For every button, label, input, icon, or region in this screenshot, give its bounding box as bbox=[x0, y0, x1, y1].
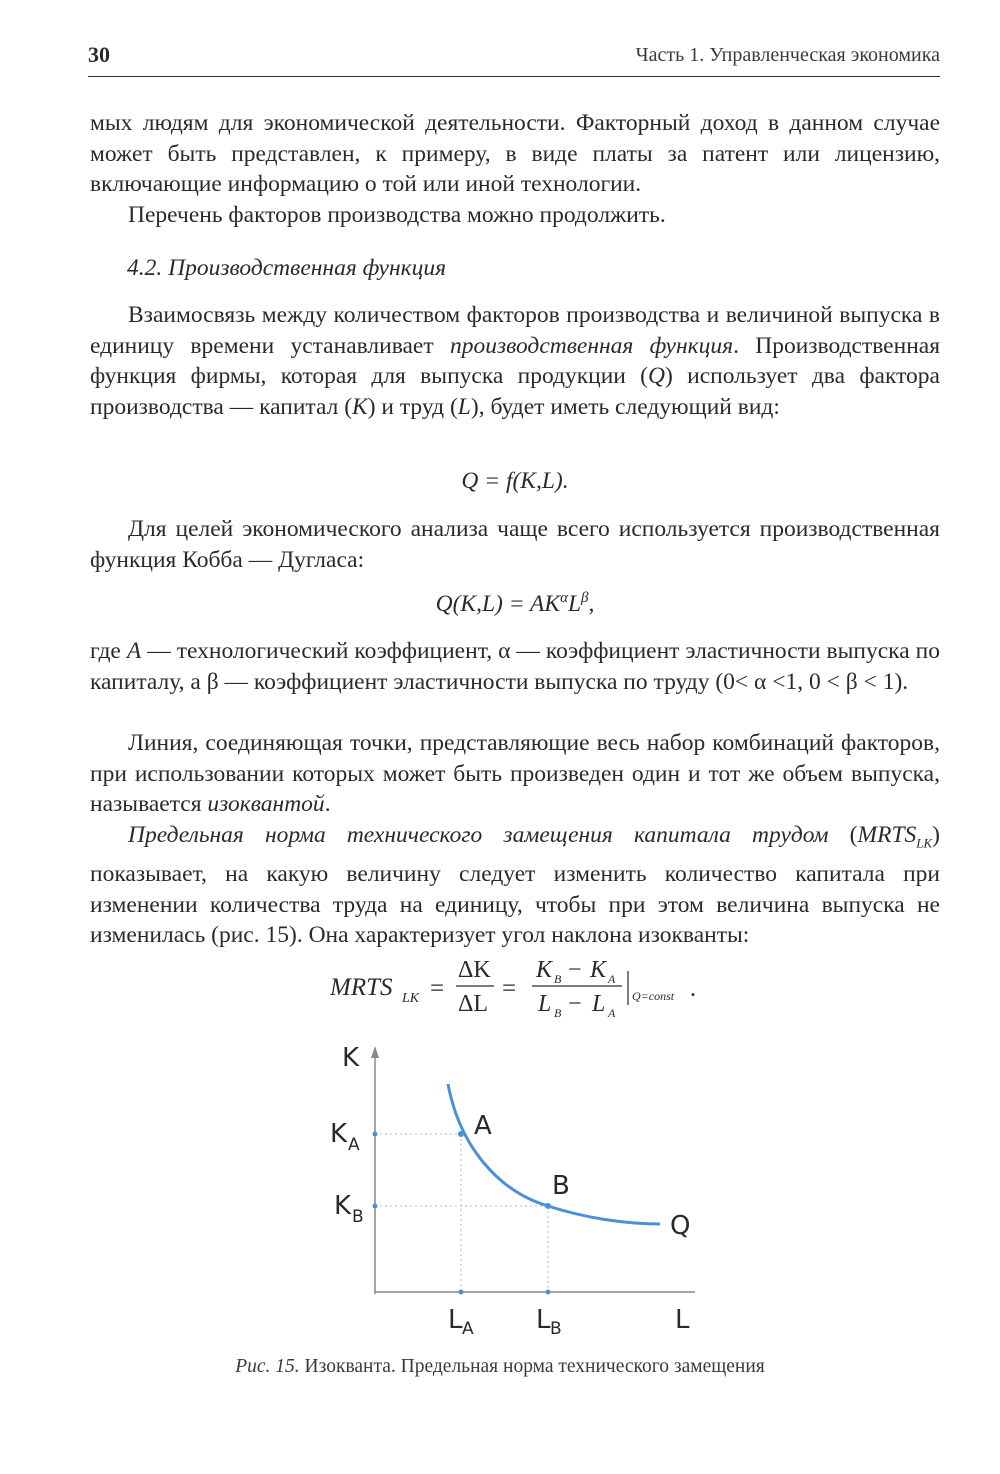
label-la: L bbox=[448, 1305, 463, 1335]
running-title: Часть 1. Управленческая экономика bbox=[635, 44, 940, 66]
mrts-num-2-k2: K bbox=[590, 957, 607, 983]
paragraph-1-text: мых людям для экономической деятельности. Факторный доход в данном случае может быть представлен, к примеру, в виде платы за патент или лицензию, включающие информацию о той или иной технологии. bbox=[90, 110, 940, 197]
page-header bbox=[88, 40, 940, 77]
label-ka: K bbox=[330, 1119, 348, 1149]
paragraph-7 bbox=[90, 820, 940, 951]
mrts-den-1: ΔL bbox=[458, 991, 489, 1017]
label-la-sub: A bbox=[462, 1319, 474, 1339]
p3-text-b: . Производственная функция фирмы, которая для выпуска продукции ( bbox=[90, 332, 941, 389]
mrts-lhs: MRTS bbox=[330, 974, 393, 1001]
mrts-condition: Q=const bbox=[632, 989, 675, 1003]
p3-text-d: ) и труд ( bbox=[367, 393, 458, 420]
p3-var-q: Q bbox=[648, 363, 665, 389]
isoquant-figure bbox=[310, 1030, 730, 1348]
mrts-den-2-minus: − bbox=[568, 991, 582, 1017]
x-axis-label: L bbox=[675, 1305, 690, 1335]
mrts-den-2-sub-a: A bbox=[608, 1006, 616, 1020]
paragraph-2 bbox=[90, 200, 940, 231]
p5-text-a: где bbox=[90, 638, 127, 664]
mrts-num-2-k: K bbox=[536, 957, 553, 983]
mrts-num-2-minus: − bbox=[568, 957, 582, 983]
cd-main: Q(K,L) = AK bbox=[435, 590, 561, 617]
mrts-eq-1: = bbox=[430, 975, 445, 1002]
tick-la bbox=[459, 1290, 464, 1295]
cd-end: , bbox=[588, 590, 595, 617]
formula-production-function: Q = f(K,L). bbox=[461, 468, 569, 494]
cd-beta: β bbox=[581, 590, 589, 606]
label-lb: L bbox=[536, 1305, 551, 1335]
mrts-lhs-sub: LK bbox=[402, 991, 420, 1006]
mrts-den-2-l: L bbox=[538, 991, 552, 1017]
paragraph-2-text: Перечень факторов производства можно продолжить. bbox=[128, 202, 666, 228]
section-title: 4.2. Производственная функция bbox=[127, 255, 447, 281]
tick-kb bbox=[373, 1204, 378, 1209]
label-point-a: A bbox=[474, 1111, 492, 1141]
figure-caption bbox=[0, 1356, 1000, 1378]
paragraph-3 bbox=[90, 300, 940, 422]
mrts-num-1: ΔK bbox=[458, 957, 491, 983]
p7-text-a: ( bbox=[828, 822, 858, 848]
y-axis-arrow bbox=[371, 1046, 379, 1058]
paragraph-4 bbox=[90, 514, 940, 575]
label-point-b: B bbox=[552, 1171, 570, 1201]
label-ka-sub: A bbox=[348, 1135, 360, 1155]
p5-var-a: A bbox=[126, 638, 142, 664]
p7-mrts: MRTS bbox=[857, 822, 917, 848]
p6-text-a: Линия, соединяющая точки, представляющие весь набор комбинаций факторов, при использовании которых может быть произведен один и тот же объем выпуска, называется bbox=[90, 730, 940, 817]
p3-text-a: Взаимосвязь между количеством факторов производства и величиной выпуска в единицу времени устанавливает bbox=[90, 302, 940, 359]
y-axis-label: K bbox=[342, 1043, 360, 1073]
p3-term: производственная функция bbox=[449, 332, 734, 359]
p7-text-b: ) показывает, на какую величину следует изменить количество капитала при изменении количества труда на единицу, чтобы при этом величина выпуска не изменилась (рис. 15). Она характеризует угол наклона изокванты: bbox=[90, 822, 940, 949]
mrts-eq-2: = bbox=[502, 975, 517, 1002]
p3-text-e: ), будет иметь следующий вид: bbox=[470, 393, 780, 420]
tick-ka bbox=[373, 1132, 378, 1137]
point-b-marker bbox=[545, 1203, 551, 1209]
p6-term: изоквантой bbox=[207, 791, 325, 817]
p3-var-l: L bbox=[457, 393, 471, 420]
p3-text-c: ) использует два фактора производства — капитал ( bbox=[90, 363, 940, 420]
p6-text-b: . bbox=[324, 791, 331, 817]
isoquant-curve bbox=[448, 1084, 660, 1224]
mrts-dot: . bbox=[690, 976, 696, 1002]
label-lb-sub: B bbox=[550, 1319, 562, 1339]
formula-cobb-douglas bbox=[90, 590, 940, 618]
paragraph-6 bbox=[90, 728, 940, 820]
mrts-formula bbox=[330, 955, 730, 1025]
mrts-den-2-l2: L bbox=[592, 991, 606, 1017]
p3-var-k: K bbox=[352, 393, 368, 420]
caption-text: Изокванта. Предельная норма технического замещения bbox=[304, 1356, 765, 1377]
cd-alpha: α bbox=[560, 590, 568, 606]
label-curve-q: Q bbox=[670, 1211, 691, 1241]
paragraph-4-text: Для целей экономического анализа чаще всего используется производственная функция Кобба — Дугласа: bbox=[90, 516, 940, 573]
cd-l: L bbox=[567, 590, 582, 617]
mrts-num-2-sub-a: A bbox=[608, 972, 616, 986]
p5-text-b: — технологический коэффициент, α — коэффициент эластичности выпуска по капиталу, а β — коэффициент эластичности выпуска по труду (0< α <1, 0 < β < 1). bbox=[90, 638, 941, 695]
p7-mrts-sub: LK bbox=[916, 835, 933, 851]
mrts-num-2-sub-b: B bbox=[554, 972, 562, 986]
page-number: 30 bbox=[88, 42, 110, 67]
mrts-den-2-sub-b: B bbox=[554, 1006, 562, 1020]
point-a-marker bbox=[458, 1131, 464, 1137]
label-kb: K bbox=[334, 1191, 352, 1221]
paragraph-1 bbox=[90, 108, 940, 200]
tick-lb bbox=[546, 1290, 551, 1295]
caption-prefix: Рис. 15. bbox=[235, 1356, 300, 1377]
label-kb-sub: B bbox=[352, 1207, 364, 1227]
paragraph-5 bbox=[90, 636, 940, 697]
p7-term: Предельная норма технического замещения капитала трудом bbox=[128, 822, 829, 848]
